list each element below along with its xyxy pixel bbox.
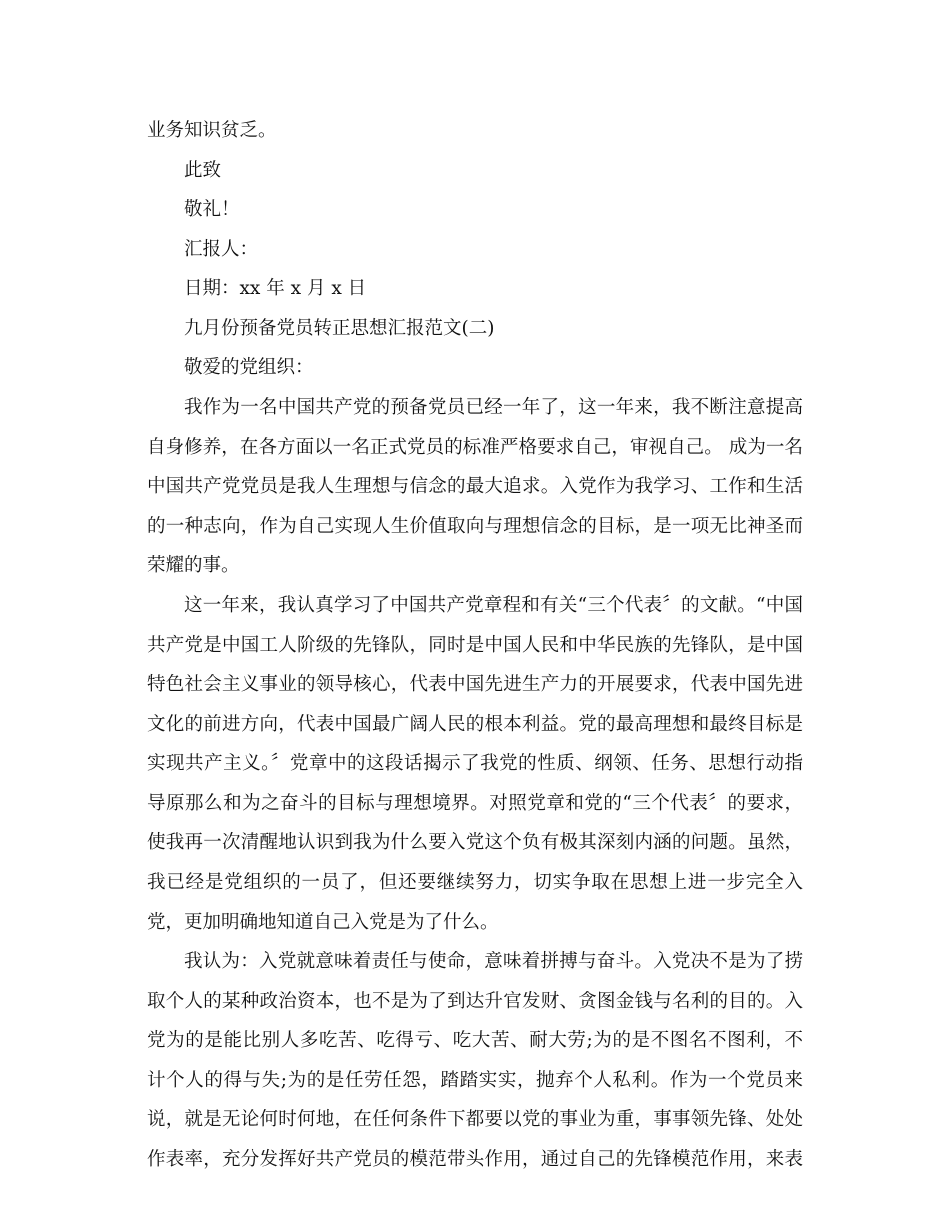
reporter-label: 汇报人：: [184, 238, 259, 260]
paragraph-line: 共产党是中国工人阶级的先锋队，同时是中国人民和中华民族的先锋队，是中国: [147, 634, 803, 656]
paragraph-line: 党为的是能比别人多吃苦、吃得亏、吃大苦、耐大劳;为的是不图名不图利，不: [147, 1030, 803, 1052]
paragraph-line: 的一种志向，作为自己实现人生价值取向与理想信念的目标，是一项无比神圣而: [147, 515, 803, 537]
paragraph-line: 作表率，充分发挥好共产党员的模范带头作用，通过自己的先锋模范作用，来表: [147, 1149, 803, 1171]
document-body: [147, 115, 803, 1175]
paragraph-line: 自身修养，在各方面以一名正式党员的标准严格要求自己，审视自己。 成为一名: [147, 436, 803, 458]
paragraph-line: 取个人的某种政治资本，也不是为了到达升官发财、贪图金钱与名利的目的。入: [147, 990, 803, 1012]
paragraph-line: 党，更加明确地知道自己入党是为了什么。: [147, 911, 499, 933]
paragraph-line: 导原那么和为之奋斗的目标与理想境界。对照党章和党的“三个代表〞的要求，: [147, 792, 803, 814]
paragraph-line: 我作为一名中国共产党的预备党员已经一年了，这一年来，我不断注意提高: [184, 397, 803, 419]
paragraph-line: 说，就是无论何时何地，在任何条件下都要以党的事业为重，事事领先锋、处处: [147, 1109, 803, 1131]
date-line: 日期：xx 年 x 月 x 日: [184, 278, 367, 300]
text-line: 业务知识贫乏。: [147, 120, 277, 141]
closing-regards: 敬礼！: [184, 199, 240, 221]
paragraph-line: 实现共产主义。〞党章中的这段话揭示了我党的性质、纲领、任务、思想行动指: [147, 753, 803, 775]
paragraph-line: 文化的前进方向，代表中国最广阔人民的根本利益。党的最高理想和最终目标是: [147, 713, 803, 735]
paragraph-line: 计个人的得与失;为的是任劳任怨，踏踏实实，抛弃个人私利。作为一个党员来: [147, 1069, 803, 1091]
paragraph-line: 这一年来，我认真学习了中国共产党章程和有关“三个代表〞的文献。“中国: [184, 594, 803, 616]
greeting: 敬爱的党组织：: [184, 357, 314, 379]
paragraph-line: 中国共产党党员是我人生理想与信念的最大追求。入党作为我学习、工作和生活: [147, 476, 803, 498]
paragraph-line: 我认为：入党就意味着责任与使命，意味着拼搏与奋斗。入党决不是为了捞: [184, 951, 803, 973]
paragraph-line: 我已经是党组织的一员了，但还要继续努力，切实争取在思想上进一步完全入: [147, 871, 803, 893]
paragraph-line: 特色社会主义事业的领导核心，代表中国先进生产力的开展要求，代表中国先进: [147, 674, 803, 696]
paragraph-line: 使我再一次清醒地认识到我为什么要入党这个负有极其深刻内涵的问题。虽然，: [147, 832, 803, 854]
closing-salutation: 此致: [184, 159, 222, 181]
paragraph-line: 荣耀的事。: [147, 555, 240, 577]
section-title: 九月份预备党员转正思想汇报范文(二): [184, 317, 495, 339]
